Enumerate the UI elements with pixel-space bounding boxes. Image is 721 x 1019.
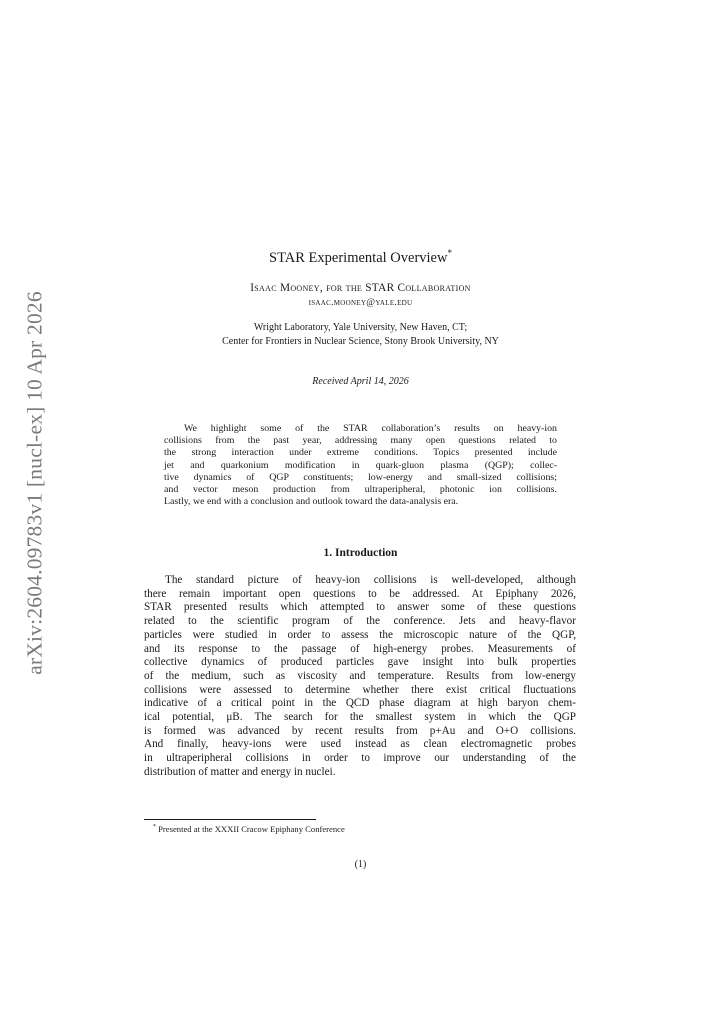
body-line: The standard picture of heavy-ion collisions is well-developed, although	[165, 574, 576, 586]
introduction-paragraph	[144, 574, 576, 780]
section-title: Introduction	[335, 547, 398, 559]
affiliations	[0, 321, 721, 349]
abstract-line: collisions from the past year, addressing many open questions related to	[164, 435, 557, 447]
received-date: Received April 14, 2026	[312, 376, 409, 387]
body-line: distribution of matter and energy in nuclei.	[144, 765, 336, 778]
affiliation-line: Center for Frontiers in Nuclear Science, Stony Brook University, NY	[222, 336, 499, 347]
footnote-mark: *	[153, 824, 156, 831]
affiliation-line: Wright Laboratory, Yale University, New Haven, CT;	[253, 322, 468, 333]
body-line: indicative of a critical point in the QCD phase diagram at high baryon chem-	[144, 697, 576, 710]
abstract-line: jet and quarkonium modification in quark-gluon plasma (QGP); collec-	[164, 459, 557, 471]
author-line: Isaac Mooney, for the STAR Collaboration	[250, 282, 471, 294]
abstract-line: and vector meson production from ultraperipheral, photonic ion collisions.	[164, 484, 557, 496]
abstract	[164, 423, 557, 508]
body-line: particles were studied in order to assess the microscopic nature of the QGP,	[144, 628, 576, 641]
page-number: (1)	[354, 859, 367, 870]
footnote	[153, 824, 345, 834]
paper-title-text: STAR Experimental Overview	[269, 249, 448, 266]
title-footnote-mark: *	[447, 248, 452, 258]
body-line: and its response to the passage of high-energy probes. Measurements of	[144, 642, 576, 655]
footnote-text: Presented at the XXXII Cracow Epiphany Conference	[158, 824, 345, 834]
body-line: of the medium, such as viscosity and temperature. Results from low-energy	[144, 669, 576, 682]
author-email: isaac.mooney@yale.edu	[308, 298, 413, 308]
body-line: STAR presented results which attempted to answer some of these questions	[144, 601, 576, 614]
section-number: 1.	[323, 547, 333, 559]
body-line: there remain important open questions to be addressed. At Epiphany 2026,	[144, 587, 576, 600]
body-line: ical potential, μB. The search for the smallest system in which the QGP	[144, 711, 576, 724]
abstract-line: tive dynamics of QGP constituents; low-energy and small-sized collisions;	[164, 471, 557, 483]
paper-title	[0, 248, 721, 267]
body-line: in ultraperipheral collisions in order to improve our understanding of the	[144, 752, 576, 765]
body-line: collective dynamics of produced particles gave insight into bulk properties	[144, 656, 576, 669]
section-heading	[0, 547, 721, 559]
body-line: related to the scientific program of the conference. Jets and heavy-flavor	[144, 615, 576, 628]
arxiv-identifier-text: arXiv:2604.09783v1 [nucl-ex] 10 Apr 2026	[22, 290, 47, 675]
abstract-line: We highlight some of the STAR collaboration’s results on heavy-ion	[184, 423, 557, 434]
abstract-line: the strong interaction under extreme conditions. Topics presented include	[164, 447, 557, 459]
footnote-rule	[144, 819, 316, 820]
body-line: is formed was advanced by recent results from p+Au and O+O collisions.	[144, 724, 576, 737]
body-line: And finally, heavy-ions were used instead as clean electromagnetic probes	[144, 738, 576, 751]
abstract-line: Lastly, we end with a conclusion and outlook toward the data-analysis era.	[164, 496, 459, 508]
body-line: collisions were assessed to determine whether there exist critical fluctuations	[144, 683, 576, 696]
